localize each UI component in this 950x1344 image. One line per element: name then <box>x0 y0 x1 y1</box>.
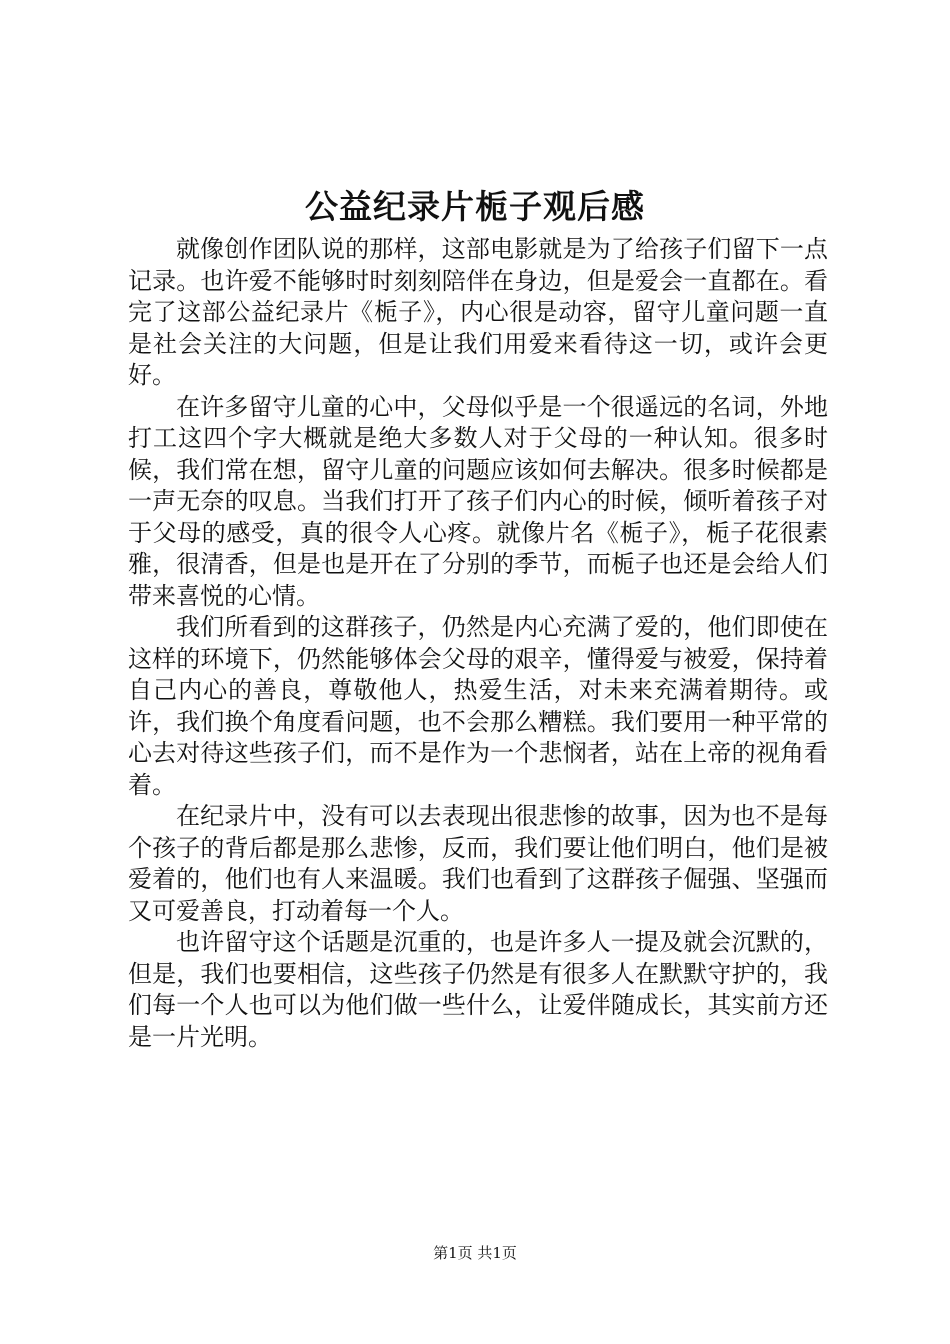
page-number-footer: 第1页 共1页 <box>433 1244 517 1262</box>
document-body <box>128 234 828 1053</box>
document-title: 公益纪录片栀子观后感 <box>305 187 645 226</box>
paragraph-4: 在纪录片中，没有可以去表现出很悲惨的故事，因为也不是每个孩子的背后都是那么悲惨，反而，我们要让他们明白，他们是被爱着的，他们也有人来温暖。我们也看到了这群孩子倔强、坚强而又可爱善良，打动着每一个人。 <box>128 802 828 925</box>
paragraph-3: 我们所看到的这群孩子，仍然是内心充满了爱的，他们即使在这样的环境下，仍然能够体会父母的艰辛，懂得爱与被爱，保持着自己内心的善良，尊敬他人，热爱生活，对未来充满着期待。或许，我们换个角度看问题，也不会那么糟糕。我们要用一种平常的心去对待这些孩子们，而不是作为一个悲悯者，站在上帝的视角看着。 <box>128 613 828 799</box>
paragraph-1: 就像创作团队说的那样，这部电影就是为了给孩子们留下一点记录。也许爱不能够时时刻刻陪伴在身边，但是爱会一直都在。看完了这部公益纪录片《栀子》，内心很是动容，留守儿童问题一直是社会关注的大问题，但是让我们用爱来看待这一切，或许会更好。 <box>128 235 828 389</box>
paragraph-5: 也许留守这个话题是沉重的，也是许多人一提及就会沉默的，但是，我们也要相信，这些孩子仍然是有很多人在默默守护的，我们每一个人也可以为他们做一些什么，让爱伴随成长，其实前方还是一片光明。 <box>128 928 828 1051</box>
paragraph-2: 在许多留守儿童的心中，父母似乎是一个很遥远的名词，外地打工这四个字大概就是绝大多数人对于父母的一种认知。很多时候，我们常在想，留守儿童的问题应该如何去解决。很多时候都是一声无奈的叹息。当我们打开了孩子们内心的时候，倾听着孩子对于父母的感受，真的很令人心疼。就像片名《栀子》，栀子花很素雅，很清香，但是也是开在了分别的季节，而栀子也还是会给人们带来喜悦的心情。 <box>128 392 828 610</box>
